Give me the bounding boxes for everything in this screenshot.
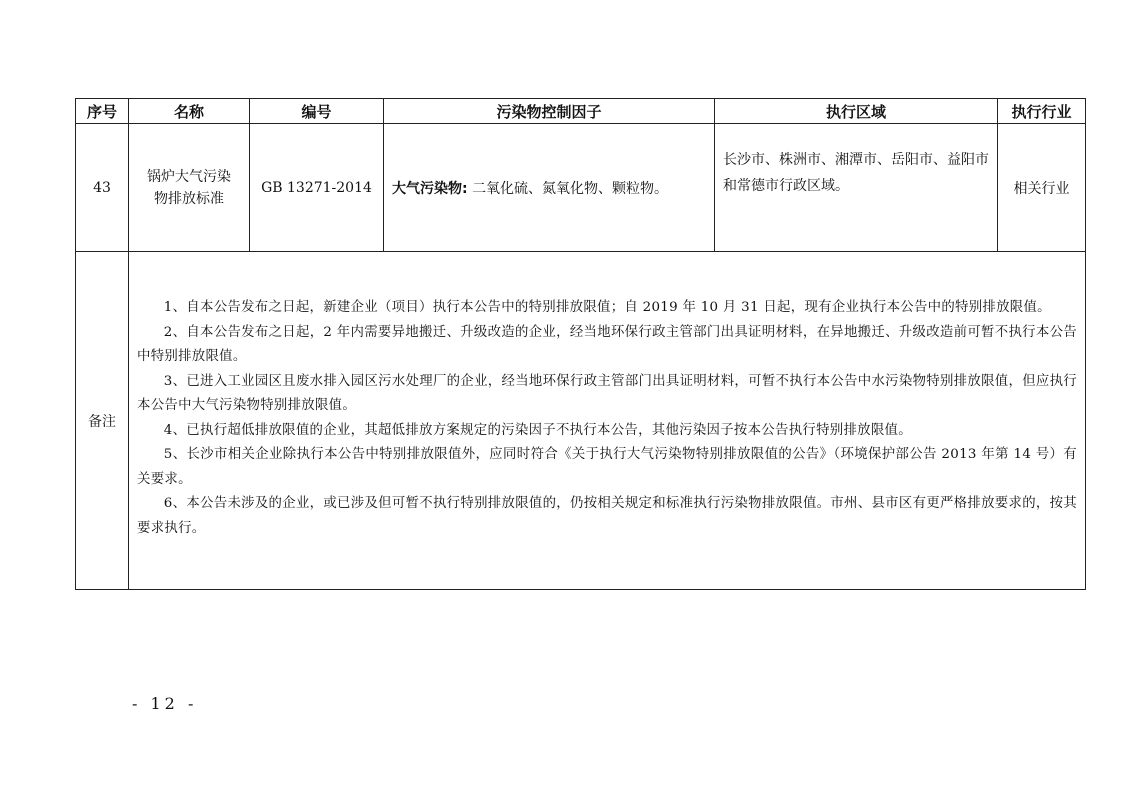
row-index: 43 — [76, 124, 129, 252]
header-pollutant-factors: 污染物控制因子 — [384, 99, 715, 124]
note-item: 2、自本公告发布之日起，2 年内需要异地搬迁、升级改造的企业，经当地环保行政主管部门出具证明材料，在异地搬迁、升级改造前可暂不执行本公告中特别排放限值。 — [137, 324, 1077, 364]
table-row — [76, 124, 1086, 252]
standards-table — [75, 98, 1086, 590]
row-pollutant-factors — [384, 124, 715, 252]
header-region: 执行区域 — [715, 99, 998, 124]
notes-label: 备注 — [76, 252, 129, 590]
row-industry: 相关行业 — [998, 124, 1086, 252]
note-item: 5、长沙市相关企业除执行本公告中特别排放限值外，应同时符合《关于执行大气污染物特别排放限值的公告》（环境保护部公告 2013 年第 14 号）有关要求。 — [137, 447, 1077, 487]
note-item: 1、自本公告发布之日起，新建企业（项目）执行本公告中的特别排放限值；自 2019 年 10 月 31 日起，现有企业执行本公告中的特别排放限值。 — [163, 300, 1051, 315]
factor-label: 大气污染物: — [392, 180, 468, 197]
note-item: 4、已执行超低排放限值的企业，其超低排放方案规定的污染因子不执行本公告，其他污染因子按本公告执行特别排放限值。 — [163, 422, 912, 438]
row-name-line1: 锅炉大气污染 — [147, 168, 231, 185]
header-name: 名称 — [129, 99, 250, 124]
note-item: 6、本公告未涉及的企业，或已涉及但可暂不执行特别排放限值的，仍按相关规定和标准执行污染物排放限值。市州、县市区有更严格排放要求的，按其要求执行。 — [137, 496, 1077, 536]
row-region: 长沙市、株洲市、湘潭市、岳阳市、益阳市和常德市行政区域。 — [715, 124, 998, 252]
header-industry: 执行行业 — [998, 99, 1086, 124]
page-number: - 12 - — [132, 694, 198, 713]
notes-row — [76, 252, 1086, 590]
header-index: 序号 — [76, 99, 129, 124]
header-code: 编号 — [250, 99, 384, 124]
row-code: GB 13271-2014 — [250, 124, 384, 252]
table-header-row — [76, 99, 1086, 124]
row-name — [129, 124, 250, 252]
factor-text: 二氧化硫、氮氧化物、颗粒物。 — [472, 180, 669, 197]
notes-content — [129, 252, 1086, 590]
row-name-line2: 物排放标准 — [154, 190, 224, 207]
note-item: 3、已进入工业园区且废水排入园区污水处理厂的企业，经当地环保行政主管部门出具证明材料，可暂不执行本公告中水污染物特别排放限值，但应执行本公告中大气污染物特别排放限值。 — [137, 373, 1077, 413]
